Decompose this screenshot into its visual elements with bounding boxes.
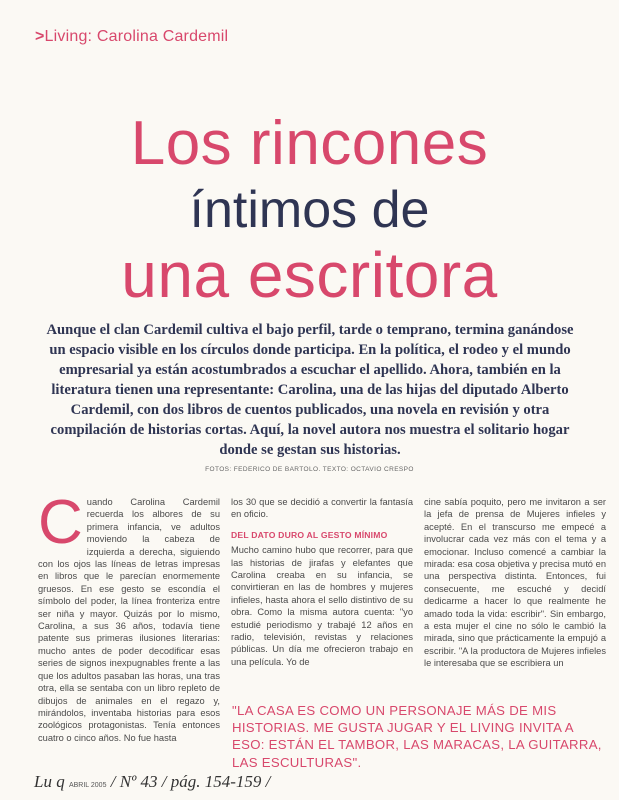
- title-line-3: una escritora: [121, 239, 498, 311]
- title-line-2: íntimos de: [189, 181, 430, 239]
- body-column-3: [424, 496, 606, 670]
- column-3-text: cine sabía poquito, pero me invitaron a ser la jefa de prensa de Mujeres infieles y acepté. En el transcurso me empecé a involucrar cada vez más con el tema y a emocionar. Incluso comencé a cambiar la mirada: esa cosa objetiva y precisa mutó en una perspectiva distinta. Entonces, fui consecuente, me escuché y decidí dedicarme a hacer lo que realmente he amado toda la vida: escribir". Sin embargo, a esta mujer el cine no sólo le cambió la mirada, sino que prácticamente la empujó a escribir. "A la productora de Mujeres infieles le interesaba que se escribiera un: [424, 497, 606, 669]
- column-2-text-a: los 30 que se decidió a convertir la fantasía en oficio.: [231, 497, 413, 520]
- lede-paragraph: Aunque el clan Cardemil cultiva el bajo perfil, tarde o temprano, termina ganándose un espacio visible en los círculos donde participa. En la política, el rodeo y el mundo empresarial ya están acostumbrados a escuchar el apellido. Ahora, también en la literatura tienen una representante: Carolina, una de las hijas del diputado Alberto Cardemil, con dos libros de cuentos publicados, una novela en revisión y otra compilación de historias cortas. Aquí, la novel autora nos muestra el solitario hogar donde se gestan sus historias.: [46, 322, 574, 458]
- section-arrow: >: [35, 28, 45, 45]
- drop-cap: C: [38, 488, 83, 557]
- column-1-text: uando Carolina Cardemil recuerda los albores de su primera infancia, ve adultos moviendo la cabeza de izquierda a derecha, siguiendo con los ojos las líneas de letras impresas en libros que le parecían enormemente gruesos. En ese gesto se escondía el símbolo del poder, la línea fronteriza entre ser niña y mayor. Quizás por lo mismo, Carolina, a sus 36 años, todavía tiene patente sus primeras ilusiones literarias: mucho antes de poder decodificar esas series de signos inexpugnables frente a las que los adultos pasaban las horas, una tras otra, ella se sentaba con un libro repleto de dibujos de animales en el regazo y, mirándolos, inventaba historias para esos zoológicos protagonistas. Tenía entonces cuatro o cinco años. No fue hasta: [38, 497, 220, 743]
- title-line-1: Los rincones: [130, 109, 489, 178]
- body-column-2: [231, 496, 413, 668]
- footer-issue-date: ABRIL 2005: [68, 782, 107, 789]
- column-2-text-b: Mucho camino hubo que recorrer, para que las historias de jirafas y elefantes que Carolina creaba en su infancia, se convirtieran en las de hombres y mujeres infieles, hasta ahora el sello distintivo de su obra. Como la misma autora cuenta: "yo estudié periodismo y trabajé 12 años en radio, televisión, revistas y relaciones públicas. Un día me ofrecieron trabajo en una película. Yo de: [231, 545, 413, 667]
- subheading: DEL DATO DURO AL GESTO MÍNIMO: [231, 529, 388, 540]
- photo-text-credit: FOTOS: FEDERICO DE BARTOLO. TEXTO: OCTAVIO CRESPO: [205, 466, 414, 473]
- section-label: Living:: [44, 28, 93, 45]
- pull-quote: "LA CASA ES COMO UN PERSONAJE MÁS DE MIS HISTORIAS. ME GUSTA JUGAR Y EL LIVING INVITA A ESO: ESTÁN EL TAMBOR, LAS MARACAS, LA GUITARRA, LAS ESCULTURAS".: [232, 703, 602, 770]
- section-subject: Carolina Cardemil: [96, 28, 229, 45]
- footer-annotation: / Nº 43 / pág. 154-159 /: [110, 772, 271, 791]
- section-header: [35, 28, 228, 46]
- footer-handwriting: Lu q: [34, 772, 65, 791]
- page-footer: [34, 772, 270, 792]
- body-column-1: [38, 488, 220, 744]
